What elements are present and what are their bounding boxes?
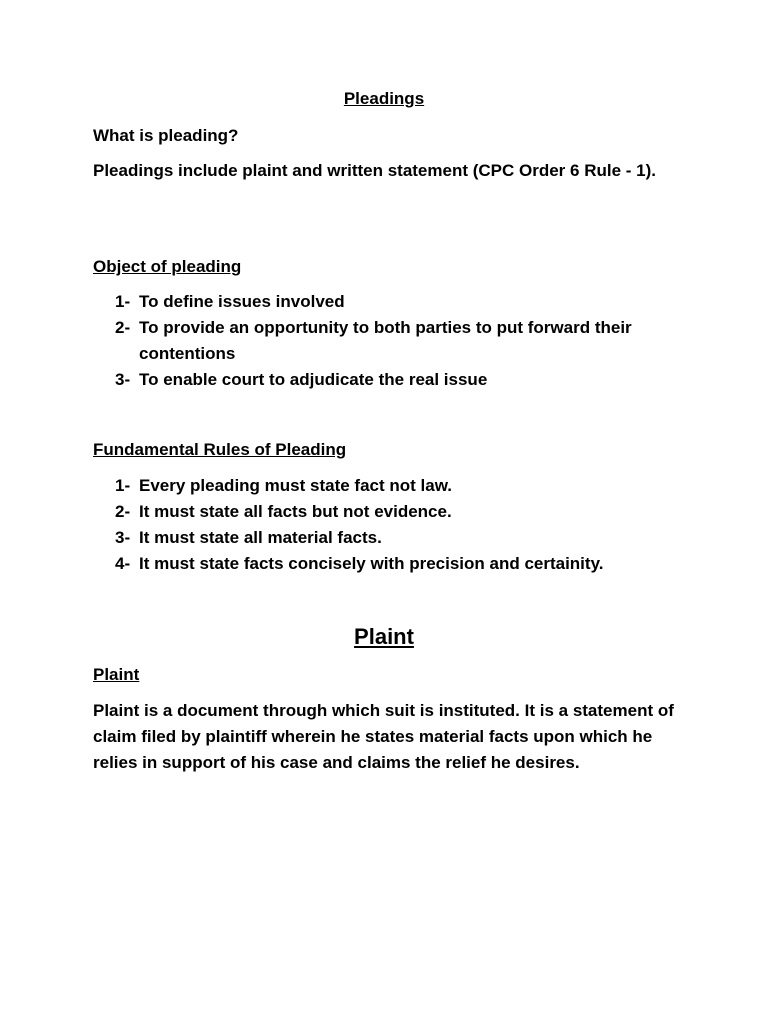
plaint-subheading: Plaint bbox=[93, 665, 140, 684]
list-item-number: 1- bbox=[115, 292, 131, 311]
list-item bbox=[93, 473, 683, 499]
list-item-number: 3- bbox=[115, 370, 131, 389]
list-item bbox=[93, 367, 683, 393]
question-heading: What is pleading? bbox=[93, 126, 239, 145]
list-item-number: 4- bbox=[115, 554, 131, 573]
rules-heading: Fundamental Rules of Pleading bbox=[93, 440, 347, 459]
list-item-text: To define issues involved bbox=[139, 292, 345, 311]
plaint-section-title: Plaint bbox=[354, 624, 414, 649]
object-heading: Object of pleading bbox=[93, 257, 242, 276]
plaint-paragraph: Plaint is a document through which suit is instituted. It is a statement of claim filed by plaintiff wherein he states material facts upon which he relies in support of his case and claims the relief he desires. bbox=[93, 701, 674, 772]
list-item-number: 3- bbox=[115, 528, 131, 547]
definition-paragraph: Pleadings include plaint and written statement (CPC Order 6 Rule - 1). bbox=[93, 161, 656, 180]
list-item-text: It must state all material facts. bbox=[139, 528, 382, 547]
list-item-text: It must state facts concisely with precision and certainity. bbox=[139, 554, 604, 573]
page-title: Pleadings bbox=[343, 89, 425, 108]
list-item-text: Every pleading must state fact not law. bbox=[139, 476, 453, 495]
list-item-text: It must state all facts but not evidence. bbox=[139, 502, 452, 521]
list-item-text: To provide an opportunity to both parties to put forward their contentions bbox=[139, 318, 632, 363]
list-item bbox=[93, 551, 683, 577]
list-item-text: To enable court to adjudicate the real issue bbox=[139, 370, 488, 389]
rules-list bbox=[93, 473, 683, 577]
list-item bbox=[93, 315, 683, 367]
list-item-number: 1- bbox=[115, 476, 131, 495]
list-item bbox=[93, 499, 683, 525]
list-item bbox=[93, 525, 683, 551]
list-item-number: 2- bbox=[115, 318, 131, 337]
list-item bbox=[93, 289, 683, 315]
list-item-number: 2- bbox=[115, 502, 131, 521]
object-list bbox=[93, 289, 683, 393]
